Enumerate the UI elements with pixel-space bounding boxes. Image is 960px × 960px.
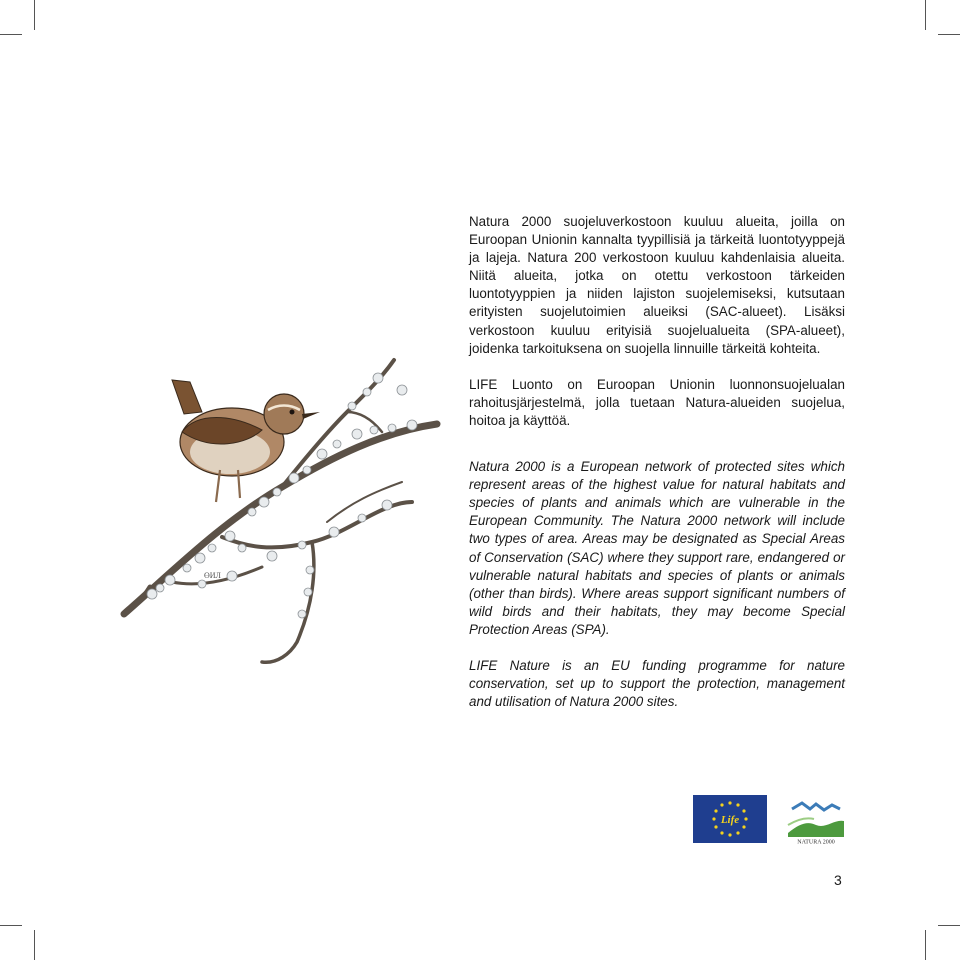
life-logo-text: Life: [720, 814, 740, 826]
page-number: 3: [834, 872, 842, 888]
english-paragraph-1: Natura 2000 is a European network of protected sites which represent areas of the highest value for natural habitats and species of plants and animals which are vulnerable in the European Community. The Natura 2000 network will include two types of area. Areas may be designated as Special Areas of Conservation (SAC) where they support rare, endangered or vulnerable natural habitats and species of plants or animals (other than birds). Where areas support significant numbers of wild birds and their habitats, they may become Special Protection Areas (SPA).: [469, 459, 845, 637]
crop-mark: [34, 930, 35, 960]
natura-logo-text: NATURA 2000: [797, 839, 835, 845]
natura-2000-logo: [786, 795, 846, 845]
crop-mark: [0, 34, 22, 35]
wren-illustration: [112, 352, 452, 672]
crop-mark: [938, 34, 960, 35]
artist-signature: ӨИЛ: [204, 571, 221, 580]
finnish-paragraph-1: Natura 2000 suojeluverkostoon kuuluu alueita, joilla on Euroopan Unionin kannalta tyypillisiä ja tärkeitä luontotyyppejä ja lajeja. Natura 200 verkostoon kuuluu kahdenlaisia alueita. Niitä alueita, jotka on otettu verkostoon tärkeiden luontotyyppien ja niiden lajiston suojelemiseksi, kutsutaan erityisten suojelutoimien alueiksi (SAC-alueet). Lisäksi verkostoon kuuluu erityisiä suojelualueita (SPA-alueet), joidenka tarkoituksena on suojella linnuille tärkeitä kohteita.: [469, 214, 845, 356]
crop-mark: [0, 925, 22, 926]
crop-mark: [938, 925, 960, 926]
crop-mark: [925, 930, 926, 960]
crop-mark: [925, 0, 926, 30]
text-column: [469, 213, 845, 711]
crop-mark: [34, 0, 35, 30]
english-paragraph-2: LIFE Nature is an EU funding programme for nature conservation, set up to support the protection, management and utilisation of Natura 2000 sites.: [469, 657, 845, 710]
finnish-paragraph-2: LIFE Luonto on Euroopan Unionin luonnonsuojelualan rahoitusjärjestelmä, jolla tuetaan Natura-alueiden suojelua, hoitoa ja käyttöä.: [469, 376, 845, 428]
life-logo: [693, 795, 767, 843]
wren-bird: [172, 380, 320, 502]
